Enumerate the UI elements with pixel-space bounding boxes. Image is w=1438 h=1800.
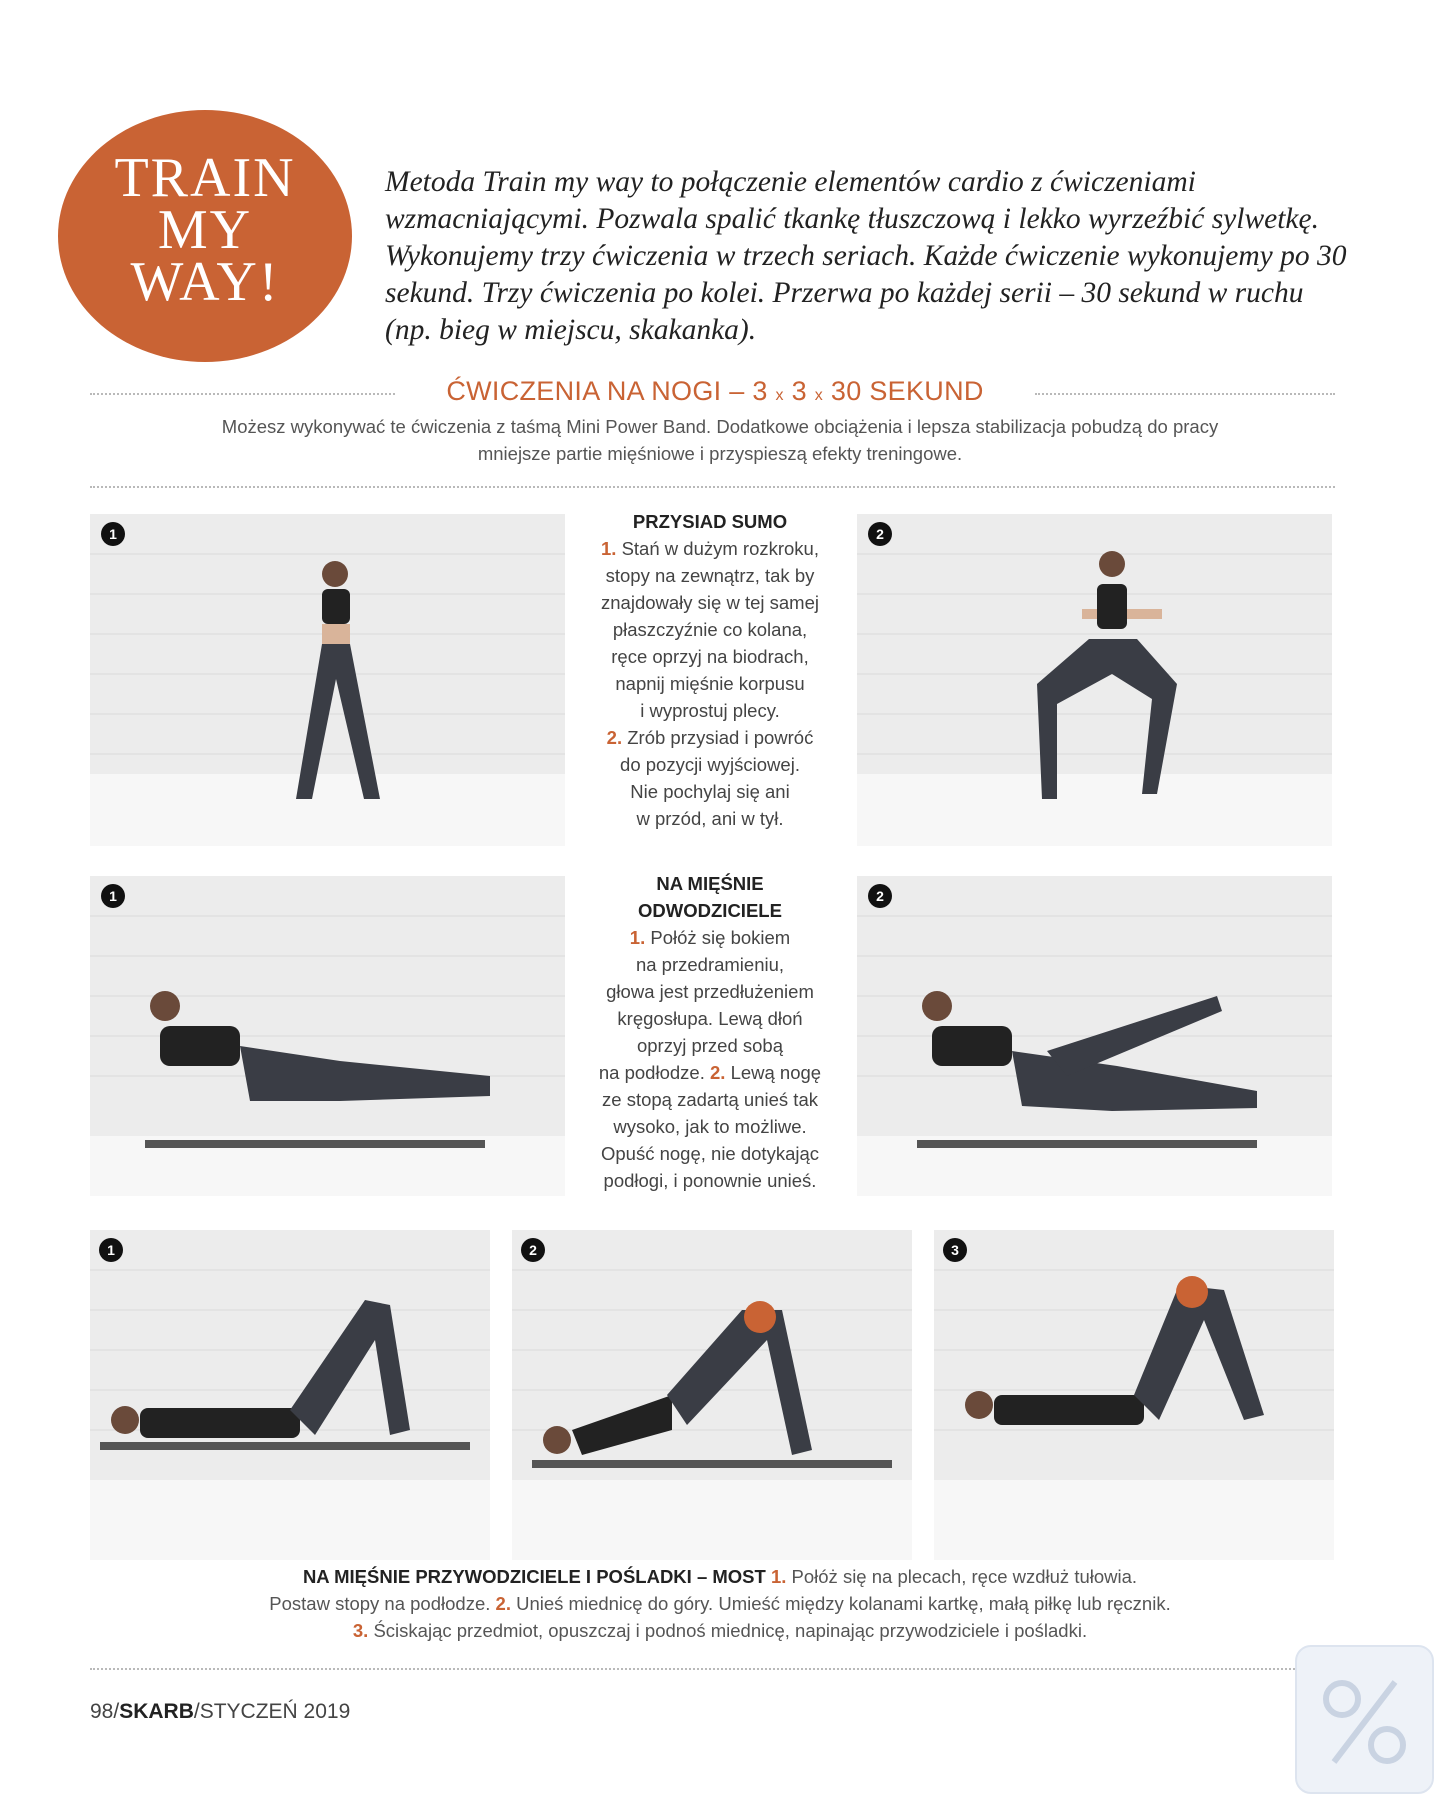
photo-side-lying-2 [857,876,1332,1196]
photo-number-badge: 1 [101,884,125,908]
photo-number-badge: 3 [943,1238,967,1262]
section-note: Możesz wykonywać te ćwiczenia z taśmą Mini Power Band. Dodatkowe obciążenia i lepsza stabilizacja pobudzą do pracy mniejsze partie mięśniowe i przyspieszą efekty treningowe. [221,416,1219,464]
page-number: 98 [90,1700,114,1723]
photo-number-badge: 1 [101,522,125,546]
photo-bridge-1 [90,1230,490,1560]
magazine-brand: SKARB [119,1700,194,1723]
photo-sumo-squat-1 [90,514,565,846]
section-divider-right [1035,393,1335,395]
title-line-2: MY [157,199,253,261]
photo-bridge-2 [512,1230,912,1560]
photo-sumo-squat-2 [857,514,1332,846]
exercise-title: PRZYSIAD SUMO [632,511,788,532]
bottom-divider [90,1668,1335,1670]
section-title: ĆWICZENIA NA NOGI – 3 x 3 x 30 SEKUND [446,376,984,406]
section-divider-left [90,393,395,395]
page-title [58,147,352,313]
exercise-title: NA MIĘŚNIE [656,873,764,894]
title-line-1: TRAIN [114,147,296,209]
photo-bridge-3 [934,1230,1334,1560]
page-footer: 98/SKARB/STYCZEŃ 2019 [90,1700,351,1723]
percent-watermark-icon [1295,1645,1434,1794]
exercise-title: NA MIĘŚNIE PRZYWODZICIELE I POŚLADKI – MOST [302,1566,766,1587]
exercise-sumo-text: PRZYSIAD SUMO 1. Stań w dużym rozkroku, stopy na zewnątrz, tak by znajdowały się w tej samej płaszczyźnie co kolana, ręce oprzyj na biodrach, napnij mięśnie korpusu i wyprostuj plecy. 2. Zrób przysiad i powróć do pozycji wyjściowej. Nie pochylaj się ani w przód, ani w tył. [565,508,855,832]
intro-paragraph: Metoda Train my way to połączenie elementów cardio z ćwiczeniami wzmacniającymi. Pozwala spalić tkankę tłuszczową i lekko wyrzeźbić sylwetkę. Wykonujemy trzy ćwiczenia w trzech seriach. Każde ćwiczenie wykonujemy po 30 sekund. Trzy ćwiczenia po kolei. Przerwa po każdej serii – 30 sekund w ruchu (np. bieg w miejscu, skakanka). [385,166,1347,346]
photo-side-lying-1 [90,876,565,1196]
exercise-bridge-text: NA MIĘŚNIE PRZYWODZICIELE I POŚLADKI – MOST 1. Połóż się na plecach, ręce wzdłuż tułowia. Postaw stopy na podłodze. 2. Unieś miednicę do góry. Umieść między kolanami kartkę, małą piłkę lub ręcznik. 3. Ściskając przedmiot, opuszczaj i podnoś miednicę, napinając przywodziciele i pośladki. [269,1566,1171,1641]
issue-date: STYCZEŃ 2019 [199,1700,351,1723]
title-line-3: WAY! [130,251,280,313]
section-divider [90,486,1335,488]
photo-number-badge: 2 [868,522,892,546]
photo-number-badge: 2 [868,884,892,908]
photo-number-badge: 2 [521,1238,545,1262]
photo-number-badge: 1 [99,1238,123,1262]
exercise-abductors-text: NA MIĘŚNIE ODWODZICIELE 1. Połóż się bokiem na przedramieniu, głowa jest przedłużeniem kręgosłupa. Lewą dłoń oprzyj przed sobą na podłodze. 2. Lewą nogę ze stopą zadartą unieś tak wysoko, jak to możliwe. Opuść nogę, nie dotykając podłogi, i ponownie unieś. [565,870,855,1194]
